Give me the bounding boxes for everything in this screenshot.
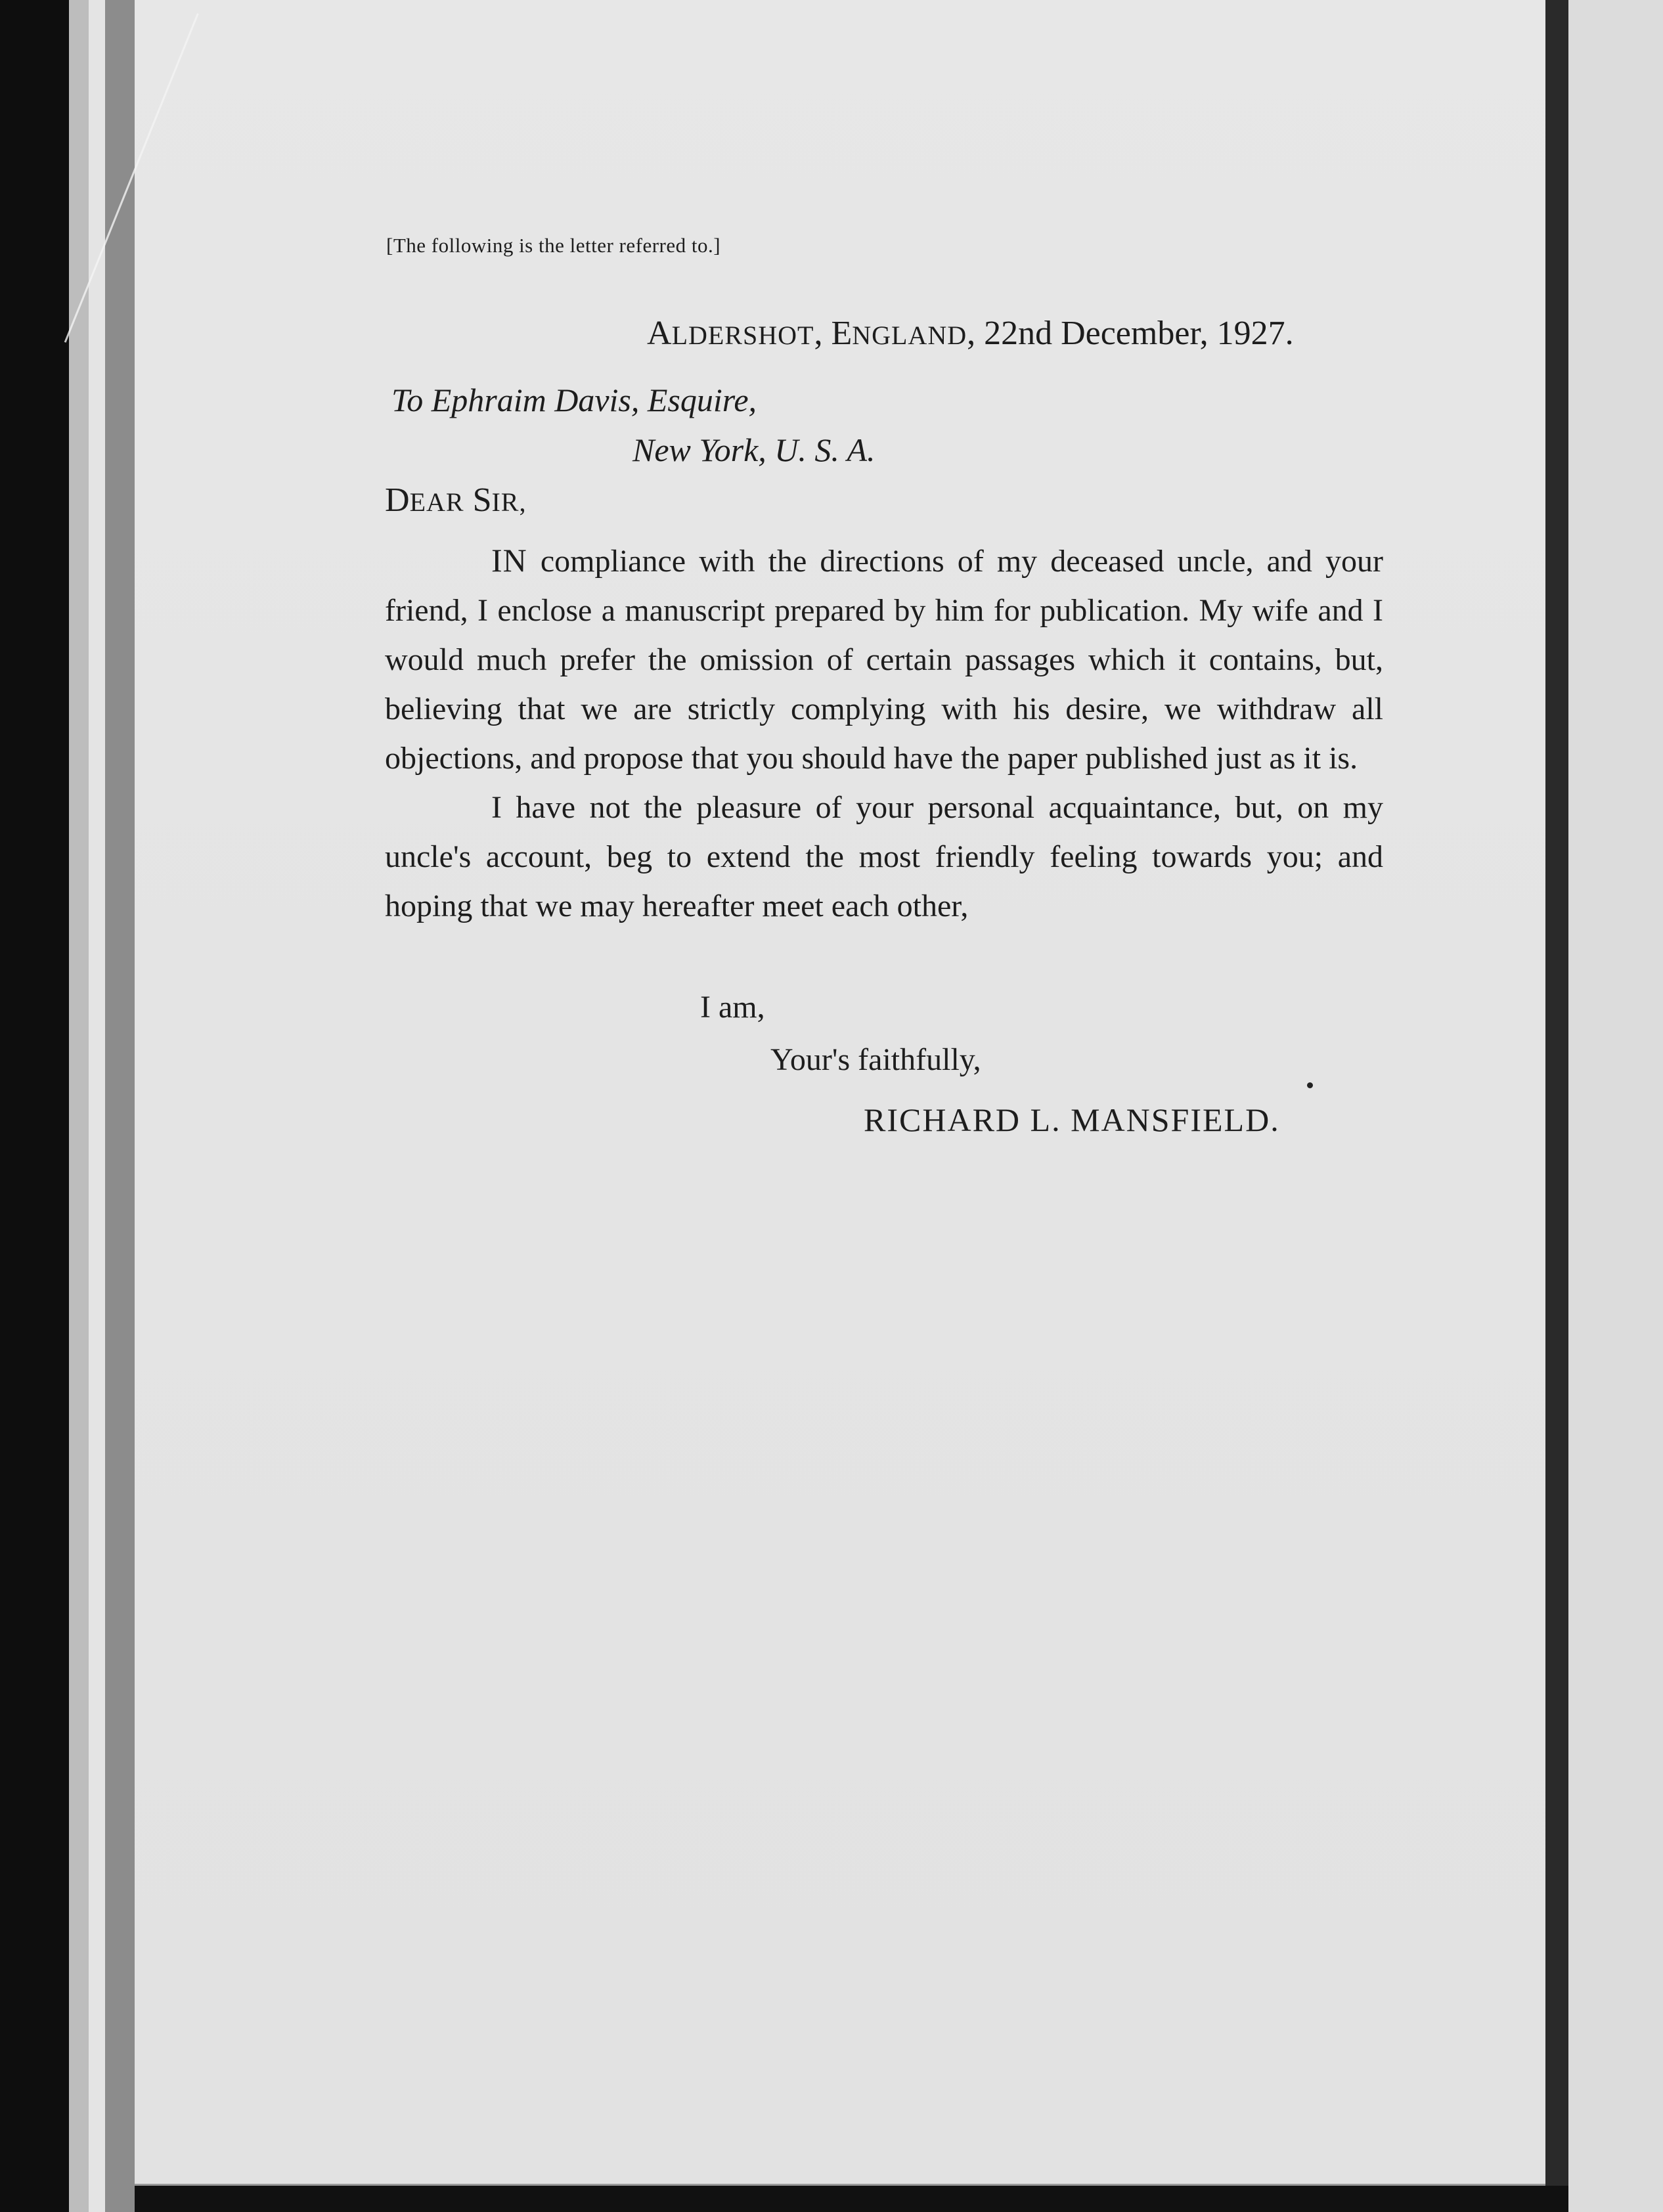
salutation: DEAR SIR, [385,481,527,519]
signature: RICHARD L. MANSFIELD. [864,1101,1280,1138]
recipient-name: To Ephraim Davis, Esquire, [391,382,757,418]
paragraph-2: I have not the pleasure of your personal acquaintance, but, on my uncle's account, beg to extend the most friendly feeling towards you; and hoping that we may hereafter meet each other, [385,790,1383,923]
ink-speck [1307,1082,1313,1088]
editor-note: [The following is the letter referred to.] [386,234,721,257]
page-edge-light [89,0,105,2212]
dateline-country-initial: E [831,315,853,352]
letter-body [385,536,1383,931]
adjacent-page-edge [1568,0,1663,2212]
dateline-place-initial: A [647,315,672,352]
dateline-place-rest: LDERSHOT [671,321,814,350]
paragraph-1-text: compliance with the directions of my deceased uncle, and your friend, I enclose a manuscript prepared by him for publication. My wife and I would much prefer the omission of certain passages which it contains, but, believing that we are strictly complying with his desire, we withdraw all objections, and propose that you should have the paper published just as it is. [385,544,1383,776]
letter-dateline: ALDERSHOT, ENGLAND, 22nd December, 1927. [647,315,1294,352]
page-edge-shadow [105,0,135,2212]
recipient-location: New York, U. S. A. [632,431,876,468]
dateline-date: , 22nd December, 1927. [967,315,1294,352]
closing-line-2: Your's faithfully, [770,1042,981,1077]
dateline-country-rest: NGLAND [852,321,967,350]
paragraph-1-lead: IN [491,542,527,579]
paragraph-1 [385,536,1383,783]
page-gutter [1545,0,1568,2212]
closing-line-1: I am, [700,990,765,1025]
binding-edge [69,0,89,2212]
bottom-border [135,2186,1568,2212]
